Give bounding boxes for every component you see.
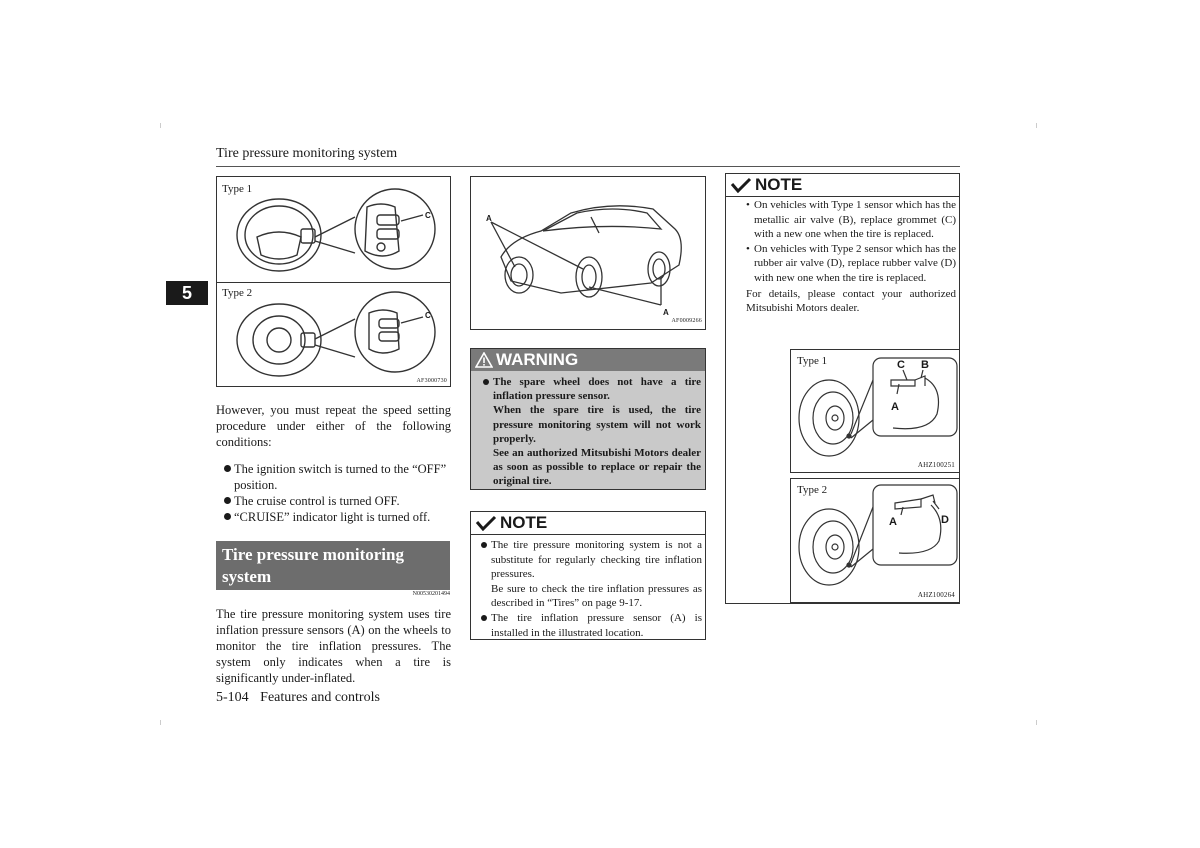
callout-c-type2: C <box>425 311 431 320</box>
note-body <box>471 535 705 640</box>
callout-a-top: A <box>486 214 492 223</box>
figure-code: AHZ100264 <box>917 591 955 599</box>
callout-a: A <box>891 401 899 413</box>
note-item: Be sure to check the tire inflation pressures as described in “Tires” on page 9-17. <box>491 582 702 610</box>
footer-section: Features and controls <box>260 690 380 705</box>
running-header: Tire pressure monitoring system <box>216 146 398 161</box>
crop-mark <box>160 720 161 725</box>
note-body <box>726 197 959 316</box>
note-title: NOTE <box>500 513 548 532</box>
chapter-tab: 5 <box>166 281 208 305</box>
warning-box <box>470 348 706 490</box>
crop-mark <box>1036 720 1037 725</box>
crop-mark <box>1036 123 1037 128</box>
callout-b: B <box>921 359 929 371</box>
condition-item: The ignition switch is turned to the “OFF” position. <box>216 461 451 493</box>
type2-label: Type 2 <box>797 484 828 496</box>
steering-switch-figure <box>216 176 451 387</box>
warning-header <box>471 349 705 371</box>
type1-label: Type 1 <box>797 355 828 367</box>
header-rule <box>216 166 960 167</box>
callout-d: D <box>941 514 949 526</box>
note-item: For details, please contact your authorized Mitsubishi Motors dealer. <box>746 287 956 315</box>
type1-label: Type 1 <box>222 183 253 195</box>
note-item: • On vehicles with Type 2 sensor which has the rubber air valve (D), replace rubber valve (D) with new one when the tire is replaced. <box>726 242 956 286</box>
note-item: The tire pressure monitoring system is not a substitute for regularly checking tire inflation pressures. <box>471 538 702 582</box>
warning-title: WARNING <box>496 350 579 369</box>
note-header <box>471 512 705 535</box>
callout-a-bottom: A <box>663 308 669 317</box>
callout-c: C <box>897 359 905 371</box>
figure-code: AHZ100251 <box>917 461 955 469</box>
sensor-type1-figure <box>790 349 960 473</box>
warning-line: When the spare tire is used, the tire pressure monitoring system will not work properly. <box>493 404 701 445</box>
note-title: NOTE <box>755 175 803 194</box>
page-footer <box>216 690 380 706</box>
warning-line: See an authorized Mitsubishi Motors dealer as soon as possible to replace or repair the original tire. <box>493 447 701 488</box>
section-heading: Tire pressure monitoring system <box>216 541 450 590</box>
note-item: The tire inflation pressure sensor (A) is installed in the illustrated location. <box>471 611 702 640</box>
section-code: N00530201494 <box>412 591 450 597</box>
note-check-icon <box>730 177 752 193</box>
note-box-right <box>725 173 960 604</box>
figure-code: AF3000730 <box>416 378 447 384</box>
note-check-icon <box>475 515 497 531</box>
note-item: • On vehicles with Type 1 sensor which has the metallic air valve (B), replace grommet (C) with a new one when the tire is replaced. <box>726 198 956 242</box>
sensor-type2-figure <box>790 478 960 603</box>
car-sensor-figure <box>470 176 706 330</box>
warning-line: The spare wheel does not have a tire inflation pressure sensor. <box>475 375 701 403</box>
warning-body <box>471 371 705 489</box>
steering-wheel-illustration <box>217 177 450 386</box>
note-header <box>726 174 959 197</box>
section-paragraph: The tire pressure monitoring system uses tire inflation pressure sensors (A) on the wheels to monitor the tire inflation pressures. The system only indicates when a tire is significantly under-inflated. <box>216 607 451 685</box>
type2-label: Type 2 <box>222 287 253 299</box>
condition-item: The cruise control is turned OFF. <box>216 493 451 509</box>
note-box-mid <box>470 511 706 640</box>
condition-item: “CRUISE” indicator light is turned off. <box>216 509 451 525</box>
callout-a: A <box>889 516 897 528</box>
condition-list <box>216 461 451 525</box>
callout-c-type1: C <box>425 211 431 220</box>
warning-triangle-icon <box>475 352 493 368</box>
intro-paragraph: However, you must repeat the speed setting procedure under either of the following conditions: <box>216 403 451 449</box>
car-illustration <box>471 177 705 329</box>
crop-mark <box>160 123 161 128</box>
sensor-type2-illustration <box>791 479 959 602</box>
figure-code: AF0009266 <box>671 318 702 324</box>
page-number: 5-104 <box>216 690 249 705</box>
sensor-type1-illustration <box>791 350 959 472</box>
